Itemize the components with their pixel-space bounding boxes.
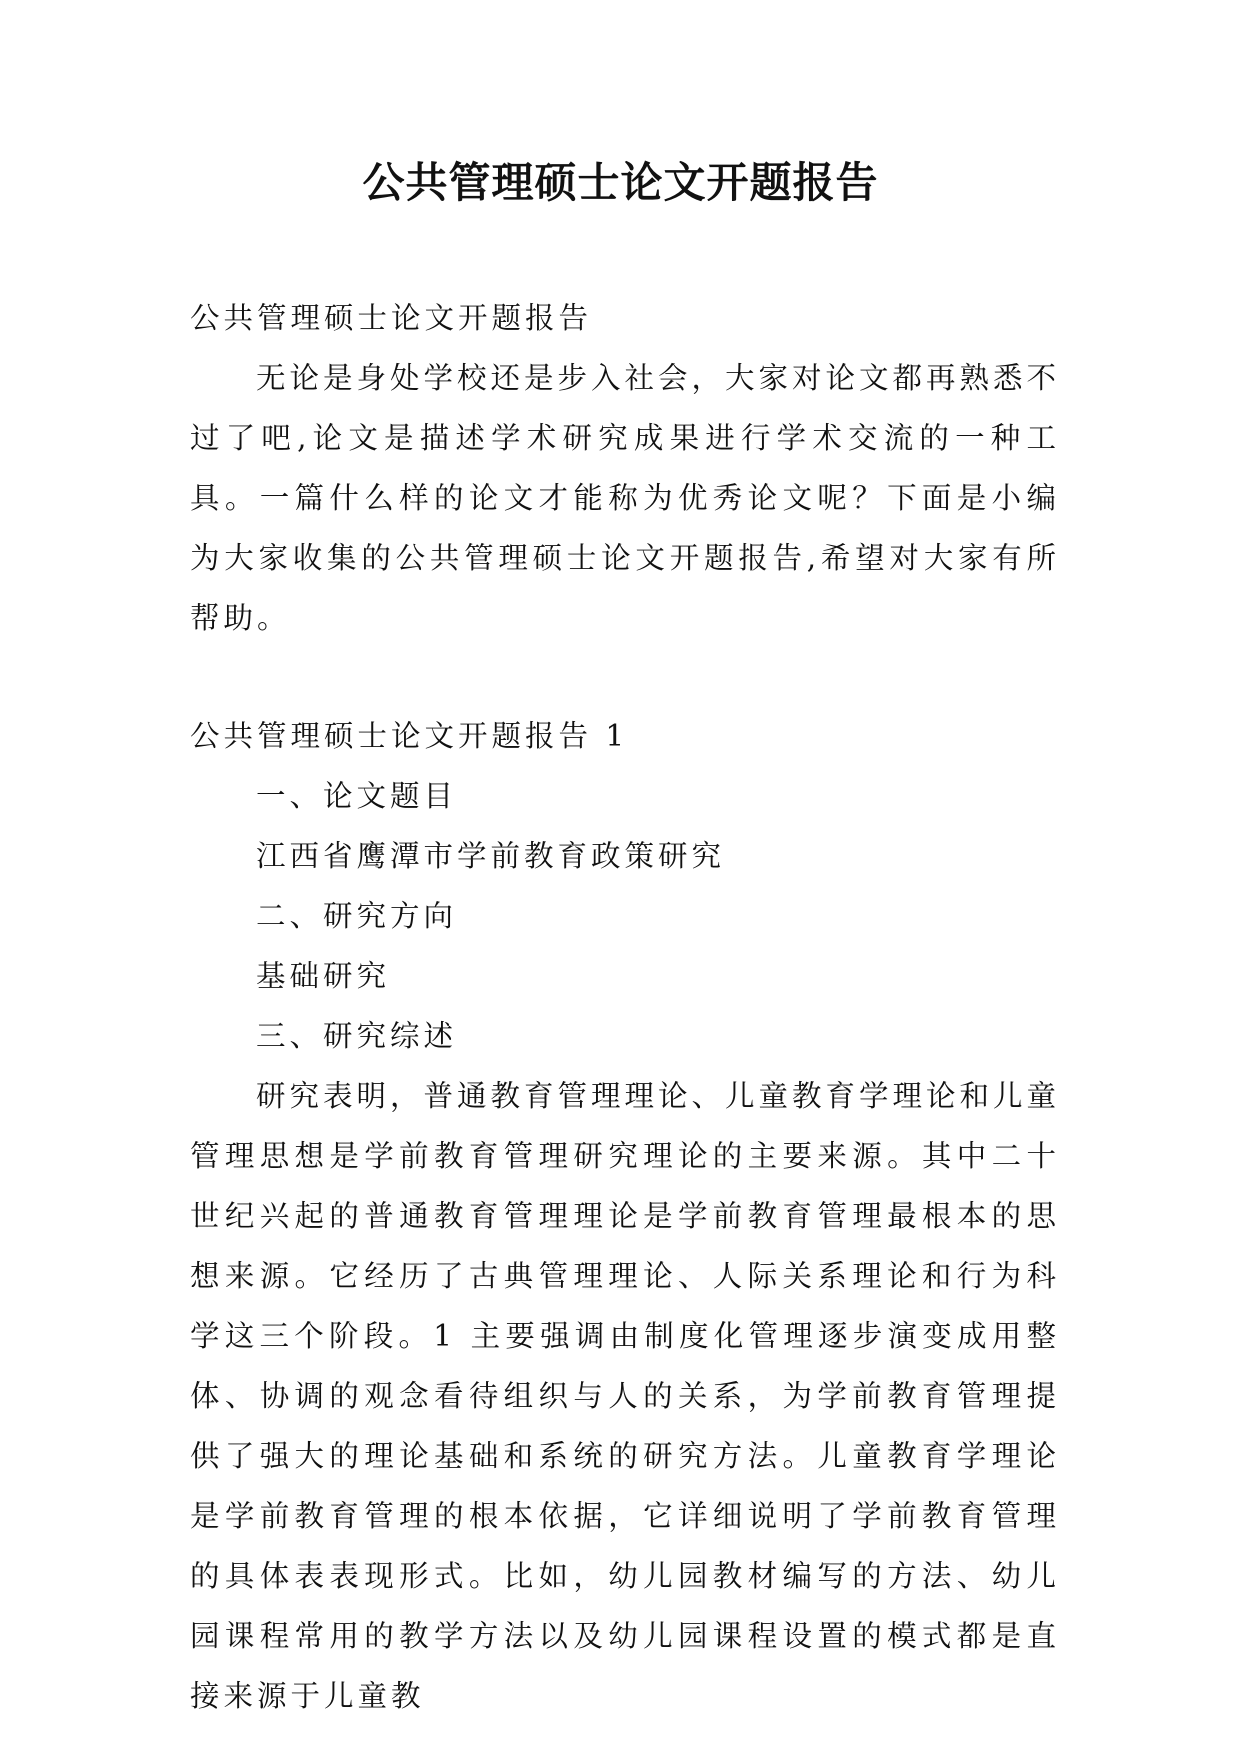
heading-thesis-topic: 一、论文题目 xyxy=(256,779,458,813)
section-heading-report-1: 公共管理硕士论文开题报告 1 xyxy=(190,719,629,753)
research-review-paragraph: 研究表明，普通教育管理理论、儿童教育学理论和儿童管理思想是学前教育管理研究理论的主要来源。其中二十世纪兴起的普通教育管理理论是学前教育管理最根本的思想来源。它经历了古典管理理论、人际关系理论和行为科学这三个阶段。1 主要强调由制度化管理逐步演变成用整体、协调的观念看待组织与人的关系，为学前教育管理提供了强大的理论基础和系统的研究方法。儿童教育学理论是学前教育管理的根本依据，它详细说明了学前教育管理的具体表表现形式。比如，幼儿园教材编写的方法、幼儿园课程常用的教学方法以及幼儿园课程设置的模式都是直接来源于儿童教 xyxy=(190,1079,1061,1713)
intro-paragraph: 无论是身处学校还是步入社会，大家对论文都再熟悉不过了吧,论文是描述学术研究成果进行学术交流的一种工具。一篇什么样的论文才能称为优秀论文呢？下面是小编为大家收集的公共管理硕士论文开题报告,希望对大家有所帮助。 xyxy=(190,361,1061,635)
heading-research-direction: 二、研究方向 xyxy=(256,899,458,933)
research-direction-text: 基础研究 xyxy=(256,959,391,993)
thesis-topic-text: 江西省鹰潭市学前教育政策研究 xyxy=(256,839,726,873)
subtitle-paragraph: 公共管理硕士论文开题报告 xyxy=(190,301,593,335)
heading-research-review: 三、研究综述 xyxy=(256,1019,458,1053)
document-title: 公共管理硕士论文开题报告 xyxy=(362,158,879,207)
document-body xyxy=(190,288,1060,1726)
